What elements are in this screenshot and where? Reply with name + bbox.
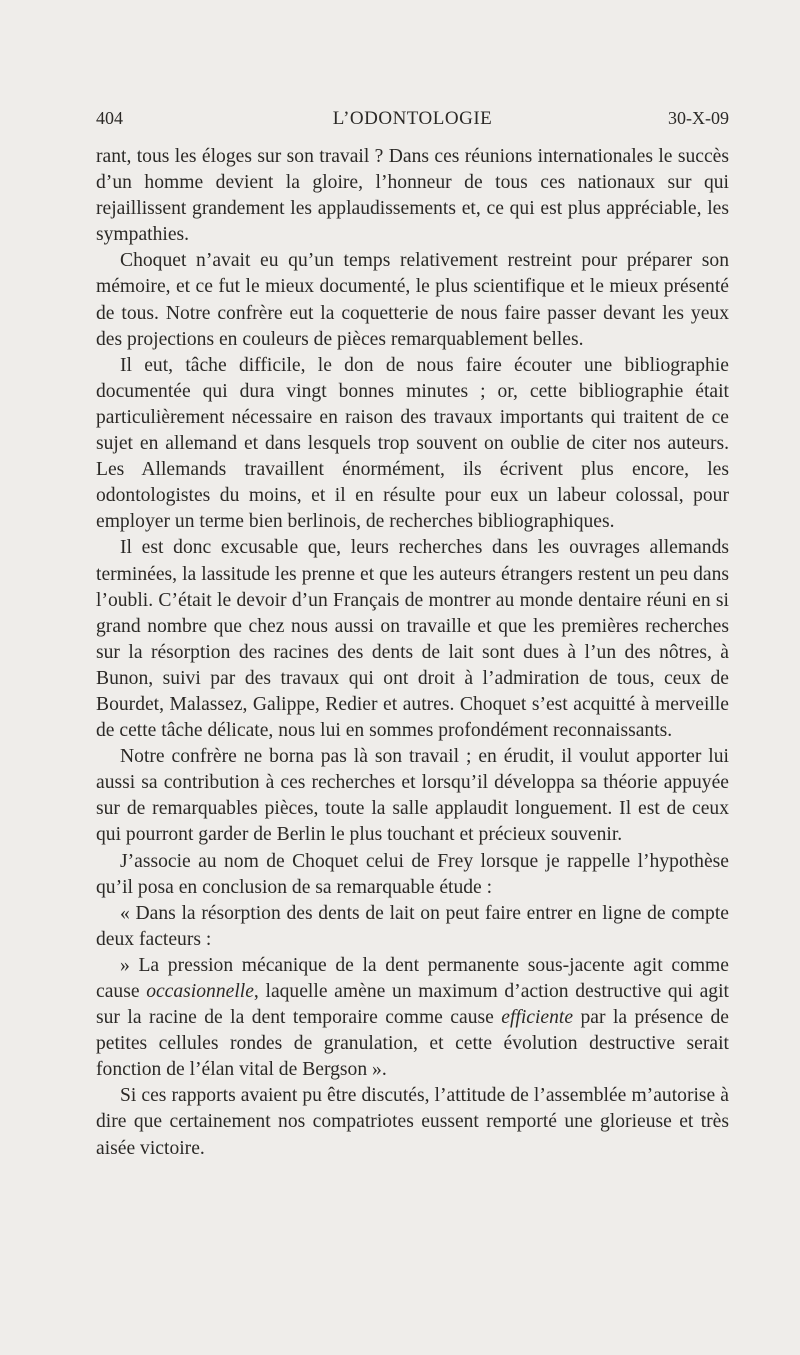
quote-text-1: » La pression mécanique de la dent permanente sous-jacente agit comme cause (96, 954, 729, 1002)
paragraph-3: Il eut, tâche difficile, le don de nous faire écouter une bibliographie documentée qui dura vingt bonnes minutes ; or, cette bibliographie était particulièrement nécessaire en raison des travaux importants qui traitent de ce sujet en allemand et dans lesquels trop souvent on oublie de citer nos auteurs. Les Allemands travaillent énormément, ils écrivent plus encore, les odontologistes du moins, et il en résulte pour eux un labeur colossal, pour employer un terme bien berlinois, de recherches bibliographiques. (96, 354, 729, 533)
paragraph-6: J’associe au nom de Choquet celui de Frey lorsque je rappelle l’hypothèse qu’il posa en conclusion de sa remarquable étude : (96, 850, 729, 898)
running-header (96, 108, 729, 138)
quote-emphasis-1: occasionnelle (146, 981, 254, 1002)
issue-date: 30-X-09 (668, 108, 729, 128)
quote-emphasis-2: efficiente (501, 1007, 574, 1029)
quote-text-3: par la présence de petites cellules rondes de granulation, et cette évolution destructive serait fonction de l’élan vital de Bergson ». (96, 1007, 729, 1081)
paragraph-2: Choquet n’avait eu qu’un temps relativement restreint pour préparer son mémoire, et ce fut le mieux documenté, le plus scientifique et le mieux présenté de tous. Notre confrère eut la coquetterie de nous faire passer devant les yeux des projections en couleurs de pièces remarquablement belles. (96, 250, 729, 350)
paragraph-1: rant, tous les éloges sur son travail ? Dans ces réunions internationales le succès d’un homme devient la gloire, l’honneur de tous ces nationaux sur qui rejaillissent grandement les applaudissements et, ce qui est plus appréciable, les sympathies. (96, 146, 729, 246)
closing-paragraph: Si ces rapports avaient pu être discutés, l’attitude de l’assemblée m’autorise à dire que certainement nos compatriotes eussent remporté une glorieuse et très aisée victoire. (96, 1085, 729, 1159)
page-number: 404 (96, 108, 123, 128)
quote-text-2: , laquelle amène un maximum d’action destructive qui agit sur la racine de la dent temporaire comme cause (96, 981, 729, 1029)
paragraph-4: Il est donc excusable que, leurs recherches dans les ouvrages allemands terminées, la lassitude les prenne et que les auteurs étrangers restent un peu dans l’oubli. C’était le devoir d’un Français de montrer au monde dentaire réuni en si grand nombre que chez nous aussi on travaille et que les premières recherches sur la résorption des racines des dents de lait sont dues à l’un des nôtres, à Bunon, suivi par des travaux qui ont droit à l’admiration de tous, ceux de Bourdet, Malassez, Galippe, Redier et autres. Choquet s’est acquitté à merveille de cette tâche délicate, nous lui en sommes profondément reconnaissants. (96, 537, 729, 742)
paragraph-5: Notre confrère ne borna pas là son travail ; en érudit, il voulut apporter lui aussi sa contribution à ces recherches et lorsqu’il développa sa théorie appuyée sur de remarquables pièces, toute la salle applaudit longuement. Il est de ceux qui pourront garder de Berlin le plus touchant et précieux souvenir. (96, 746, 729, 846)
body-text (96, 144, 729, 1162)
journal-title: L’ODONTOLOGIE (332, 108, 493, 129)
quote-body (96, 953, 729, 1083)
quote-opening: « Dans la résorption des dents de lait on peut faire entrer en ligne de compte deux facteurs : (96, 902, 729, 950)
